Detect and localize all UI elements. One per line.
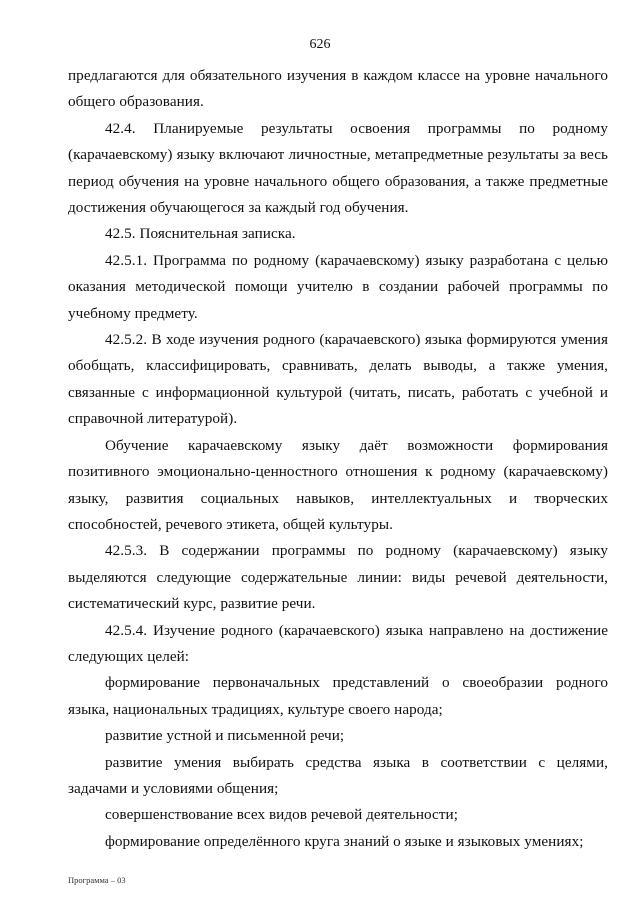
goal-item: развитие умения выбирать средства языка в соответствии с целями, задачами и условиями общения; (68, 753, 608, 797)
paragraph-learning-goals: Обучение карачаевскому языку даёт возможности формирования позитивного эмоционально-ценностного отношения к родному (карачаевскому) языку, развития социальных навыков, интеллектуальных и творческих способностей, речевого этикета, общей культуры. (68, 436, 608, 533)
paragraph-42-5-3: 42.5.3. В содержании программы по родному (карачаевскому) языку выделяются следующие содержательные линии: виды речевой деятельности, систематический курс, развитие речи. (68, 542, 608, 613)
page-number: 626 (309, 37, 331, 52)
goal-item: совершенствование всех видов речевой деятельности; (105, 806, 458, 824)
document-body (68, 63, 608, 855)
paragraph-42-5-4: 42.5.4. Изучение родного (карачаевского) языка направлено на достижение следующих целей: (68, 621, 608, 665)
page-footer: Программа – 03 (68, 875, 126, 885)
goal-item: развитие устной и письменной речи; (105, 727, 345, 745)
paragraph-continuation: предлагаются для обязательного изучения в каждом классе на уровне начального общего образования. (68, 67, 608, 111)
paragraph-42-5: 42.5. Пояснительная записка. (105, 225, 296, 243)
paragraph-42-5-1: 42.5.1. Программа по родному (карачаевскому) языку разработана с целью оказания методической помощи учителю в создании рабочей программы по учебному предмету. (68, 251, 608, 322)
goal-item: формирование определённого круга знаний о языке и языковых умениях; (105, 832, 584, 850)
paragraph-42-4: 42.4. Планируемые результаты освоения программы по родному (карачаевскому) языку включают личностные, метапредметные результаты за весь период обучения на уровне начального общего образования, а также предметные достижения обучающегося за каждый год обучения. (68, 119, 608, 217)
goal-item: формирование первоначальных представлений о своеобразии родного языка, национальных традициях, культуре своего народа; (68, 674, 608, 718)
paragraph-42-5-2: 42.5.2. В ходе изучения родного (карачаевского) языка формируются умения обобщать, классифицировать, сравнивать, делать выводы, а также умения, связанные с информационной культурой (читать, писать, работать с учебной и справочной литературой). (68, 331, 608, 428)
